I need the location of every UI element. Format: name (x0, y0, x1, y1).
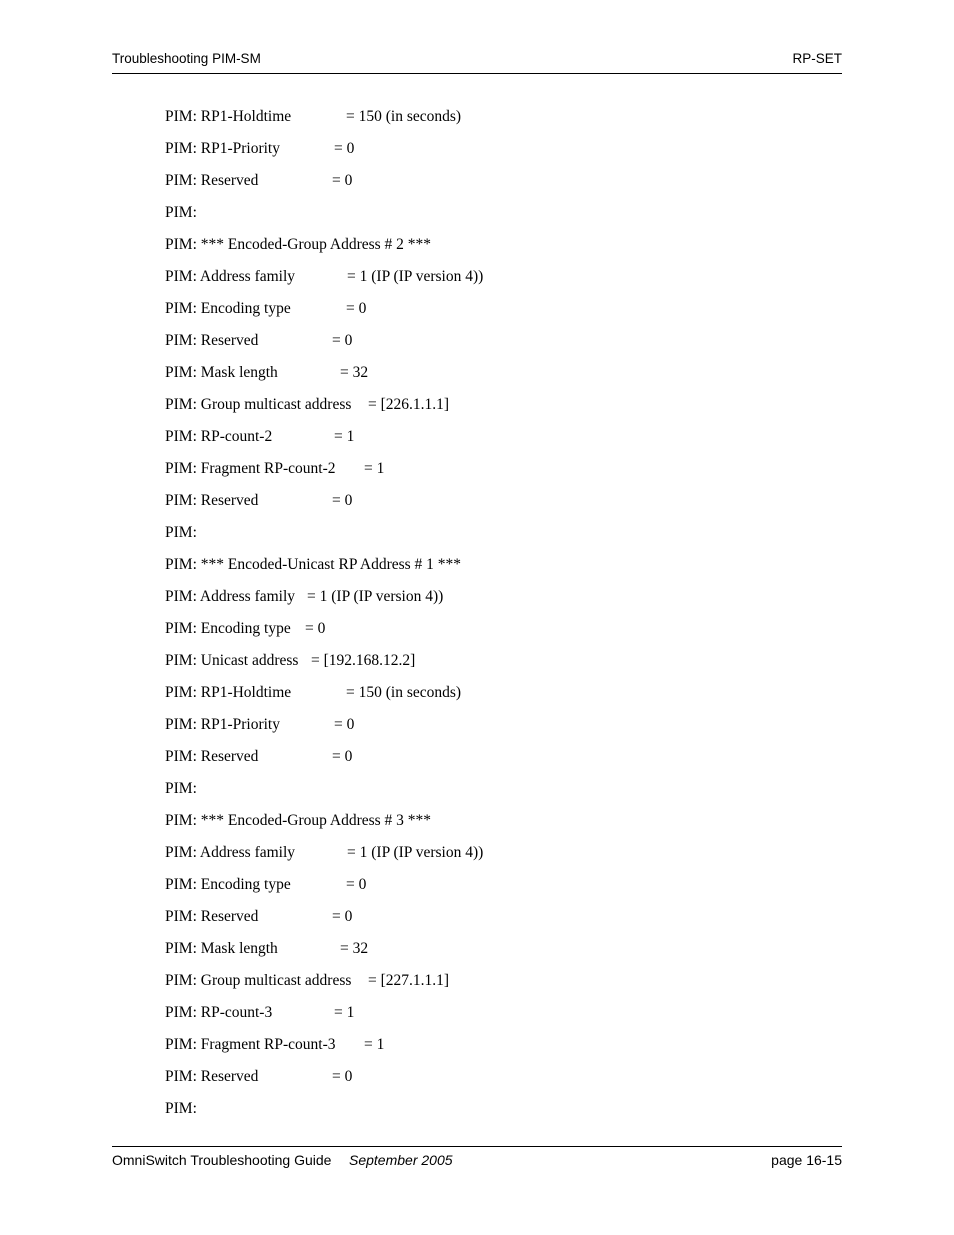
line-label: PIM: Address family (165, 844, 296, 861)
page-header (112, 51, 842, 74)
line-label: PIM: Reserved (165, 172, 259, 189)
line-value: = 150 (in seconds) (346, 108, 462, 125)
line-value: = 32 (340, 364, 369, 381)
line-value: = 1 (364, 1036, 385, 1053)
line-value: = 1 (334, 1004, 355, 1021)
output-line (165, 362, 805, 394)
output-line (165, 970, 805, 1002)
line-value: = 0 (332, 492, 353, 509)
output-line (165, 490, 805, 522)
output-line (165, 586, 805, 618)
output-line (165, 202, 805, 234)
output-line (165, 394, 805, 426)
footer-page-number: page 16-15 (771, 1152, 842, 1168)
line-label: PIM: Fragment RP-count-3 (165, 1036, 336, 1053)
line-value: = 0 (332, 908, 353, 925)
output-line (165, 746, 805, 778)
line-label: PIM: Encoding type (165, 876, 291, 893)
line-label: PIM: (165, 204, 197, 221)
output-line (165, 138, 805, 170)
line-label: PIM: RP1-Priority (165, 140, 280, 157)
line-label: PIM: RP-count-3 (165, 1004, 273, 1021)
output-line (165, 874, 805, 906)
output-line (165, 842, 805, 874)
line-label: PIM: Group multicast address (165, 972, 352, 989)
line-value: = 0 (334, 716, 355, 733)
line-value: = 0 (332, 332, 353, 349)
line-value: = 32 (340, 940, 369, 957)
line-value: = 0 (332, 748, 353, 765)
line-value: = 0 (305, 620, 326, 637)
line-value: = 1 (IP (IP version 4)) (307, 588, 444, 605)
output-line (165, 266, 805, 298)
output-line (165, 522, 805, 554)
line-label: PIM: RP1-Priority (165, 716, 280, 733)
line-label: PIM: Encoding type (165, 300, 291, 317)
line-label: PIM: Reserved (165, 332, 259, 349)
output-line (165, 1066, 805, 1098)
line-value: = [226.1.1.1] (368, 396, 450, 413)
line-label: PIM: Reserved (165, 1068, 259, 1085)
output-line (165, 938, 805, 970)
line-label: PIM: Address family (165, 588, 296, 605)
output-line (165, 298, 805, 330)
line-value: = 0 (332, 1068, 353, 1085)
header-topic: RP-SET (792, 51, 842, 66)
line-value: = [192.168.12.2] (311, 652, 416, 669)
line-value: = 1 (IP (IP version 4)) (347, 268, 484, 285)
output-line (165, 682, 805, 714)
output-line (165, 810, 805, 842)
output-line (165, 234, 805, 266)
line-label: PIM: RP-count-2 (165, 428, 273, 445)
output-line (165, 1098, 805, 1130)
output-line (165, 554, 805, 586)
output-line (165, 170, 805, 202)
line-label: PIM: (165, 524, 197, 541)
output-line (165, 458, 805, 490)
output-line (165, 714, 805, 746)
line-value: = [227.1.1.1] (368, 972, 450, 989)
line-label: PIM: Fragment RP-count-2 (165, 460, 336, 477)
line-label: PIM: Mask length (165, 940, 278, 957)
line-label: PIM: Group multicast address (165, 396, 352, 413)
line-value: = 0 (346, 876, 367, 893)
line-value: = 1 (IP (IP version 4)) (347, 844, 484, 861)
output-line (165, 650, 805, 682)
line-label: PIM: *** Encoded-Group Address # 3 *** (165, 812, 432, 829)
output-line (165, 1034, 805, 1066)
footer-guide-title: OmniSwitch Troubleshooting Guide (112, 1152, 332, 1168)
line-value: = 150 (in seconds) (346, 684, 462, 701)
line-label: PIM: RP1-Holdtime (165, 684, 292, 701)
line-label: PIM: Encoding type (165, 620, 291, 637)
line-label: PIM: *** Encoded-Group Address # 2 *** (165, 236, 432, 253)
line-label: PIM: Reserved (165, 492, 259, 509)
line-label: PIM: *** Encoded-Unicast RP Address # 1 *** (165, 556, 462, 573)
line-label: PIM: (165, 1100, 197, 1117)
footer-date: September 2005 (349, 1152, 453, 1168)
line-value: = 1 (334, 428, 355, 445)
line-label: PIM: Reserved (165, 748, 259, 765)
line-value: = 0 (346, 300, 367, 317)
line-label: PIM: Reserved (165, 908, 259, 925)
output-line (165, 330, 805, 362)
line-label: PIM: Address family (165, 268, 296, 285)
line-label: PIM: RP1-Holdtime (165, 108, 292, 125)
output-line (165, 906, 805, 938)
output-line (165, 1002, 805, 1034)
line-value: = 0 (334, 140, 355, 157)
output-line (165, 426, 805, 458)
line-label: PIM: Mask length (165, 364, 278, 381)
line-label: PIM: (165, 780, 197, 797)
output-line (165, 106, 805, 138)
line-value: = 0 (332, 172, 353, 189)
header-section-title: Troubleshooting PIM-SM (112, 51, 261, 66)
output-line (165, 618, 805, 650)
page-footer (112, 1146, 842, 1171)
pim-output-block (165, 106, 805, 1130)
output-line (165, 778, 805, 810)
line-value: = 1 (364, 460, 385, 477)
line-label: PIM: Unicast address (165, 652, 299, 669)
